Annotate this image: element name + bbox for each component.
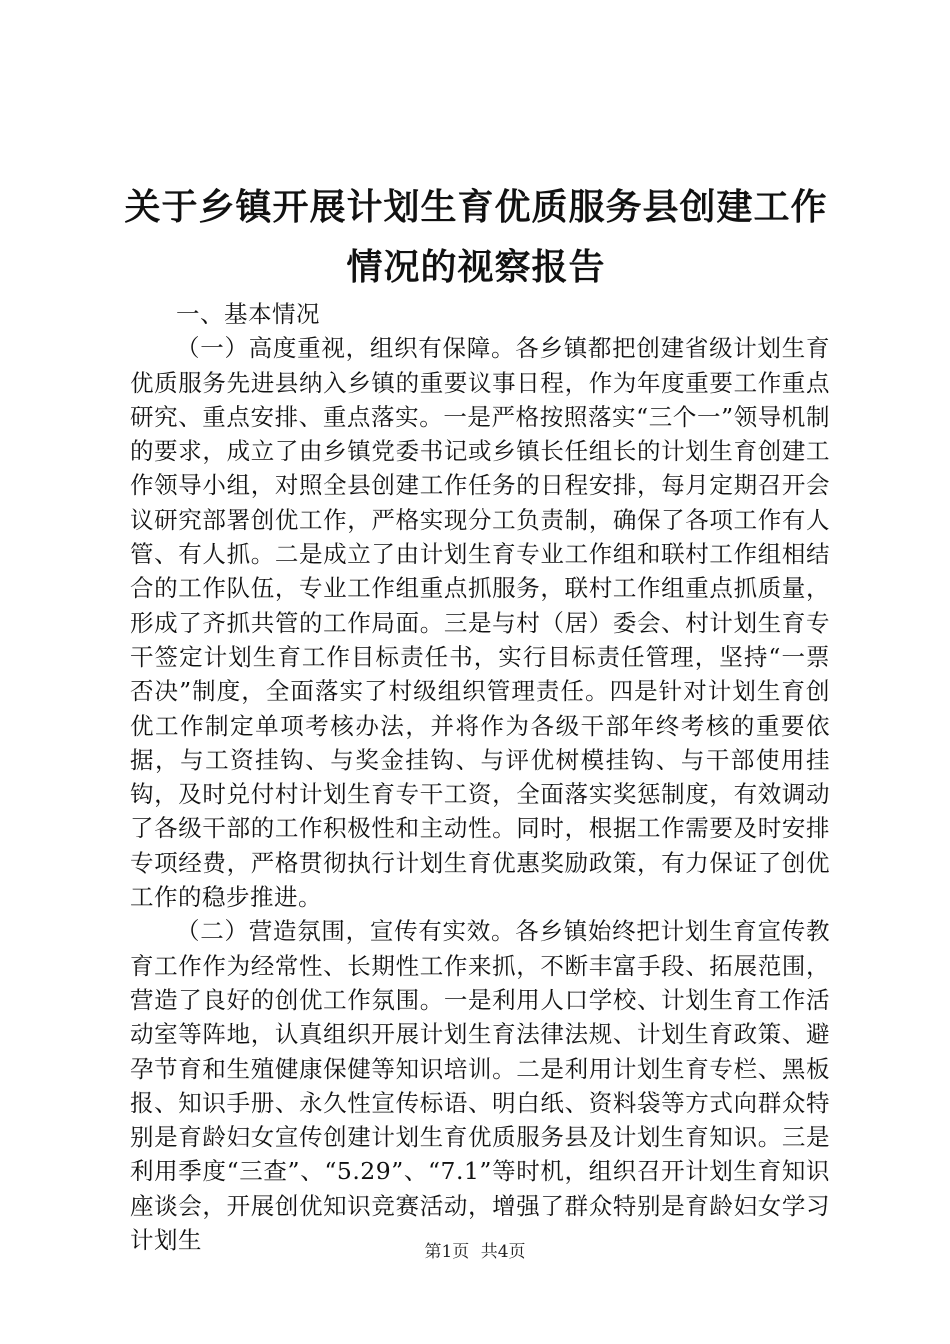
page-footer <box>0 1240 950 1264</box>
paragraph: （一）高度重视，组织有保障。各乡镇都把创建省级计划生育优质服务先进县纳入乡镇的重要议事日程，作为年度重要工作重点研究、重点安排、重点落实。一是严格按照落实“三个一”领导机制的要求，成立了由乡镇党委书记或乡镇长任组长的计划生育创建工作领导小组，对照全县创建工作任务的日程安排，每月定期召开会议研究部署创优工作，严格实现分工负责制，确保了各项工作有人管、有人抓。二是成立了由计划生育专业工作组和联村工作组相结合的工作队伍，专业工作组重点抓服务，联村工作组重点抓质量，形成了齐抓共管的工作局面。三是与村（居）委会、村计划生育专干签定计划生育工作目标责任书，实行目标责任管理，坚持“一票否决”制度，全面落实了村级组织管理责任。四是针对计划生育创优工作制定单项考核办法，并将作为各级干部年终考核的重要依据，与工资挂钩、与奖金挂钩、与评优树模挂钩、与干部使用挂钩，及时兑付村计划生育专干工资，全面落实奖惩制度，有效调动了各级干部的工作积极性和主动性。同时，根据工作需要及时安排专项经费，严格贯彻执行计划生育优惠奖励政策，有力保证了创优工作的稳步推进。 <box>130 334 830 912</box>
page-total: 共4页 <box>480 1242 526 1262</box>
section-heading: 一、基本情况 <box>176 300 320 328</box>
page-number: 第1页 <box>424 1242 470 1262</box>
document-title: 关于乡镇开展计划生育优质服务县创建工作情况的视察报告 <box>124 187 828 288</box>
document-body <box>130 297 830 1257</box>
paragraph: （二）营造氛围，宣传有实效。各乡镇始终把计划生育宣传教育工作作为经常性、长期性工作来抓，不断丰富手段、拓展范围，营造了良好的创优工作氛围。一是利用人口学校、计划生育工作活动室等阵地，认真组织开展计划生育法律法规、计划生育政策、避孕节育和生殖健康保健等知识培训。二是利用计划生育专栏、黑板报、知识手册、永久性宣传标语、明白纸、资料袋等方式向群众特别是育龄妇女宣传创建计划生育优质服务县及计划生育知识。三是利用季度“三查”、“5.29”、“7.1”等时机，组织召开计划生育知识座谈会，开展创优知识竞赛活动，增强了群众特别是育龄妇女学习计划生 <box>130 917 830 1255</box>
